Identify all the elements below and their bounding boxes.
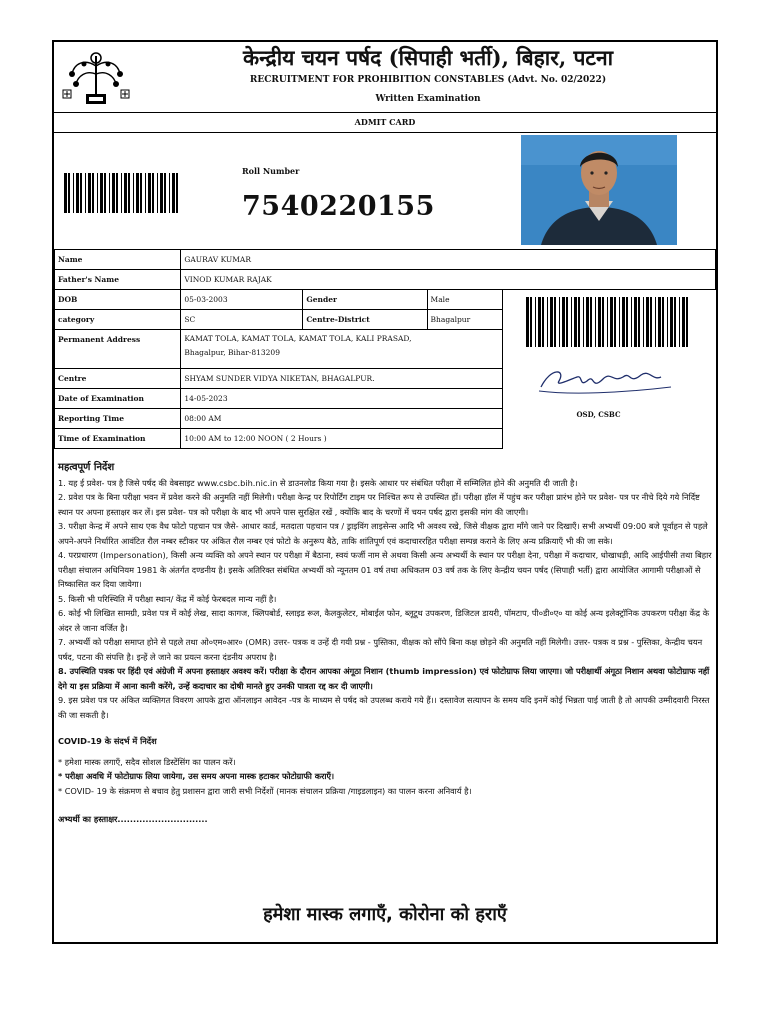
father-name-value: VINOD KUMAR RAJAK <box>181 270 716 290</box>
gender-label: Gender <box>303 290 427 310</box>
address-value <box>181 330 503 369</box>
admit-card <box>52 40 718 944</box>
instruction-item-8: 8. उपस्थिति पत्रक पर हिंदी एवं अंग्रेजी में अपना हस्ताक्षर अवश्य करें। परीक्षा के दौरान आपका अंगूठा निशान (thumb impression) एवं फोटोग्राफ लिया जाएगा। जो परीक्षार्थी अंगूठा निशान अथवा फोटोग्राफ नहीं देगे या इस प्रक्रिया में आना कानी करेंगे, उन्हें कदाचार का दोषी मानते हुए उनकी पात्रता रद्द कर दी जाएगी। <box>58 666 710 691</box>
covid-line: * परीक्षा अवधि में फोटोग्राफ लिया जायेगा, उस समय अपना मास्क हटाकर फोटोग्राफी कराएँ। <box>58 771 335 781</box>
father-name-label: Father's Name <box>55 270 181 290</box>
instruction-item: 5. किसी भी परिस्थिति में परीक्षा स्थान/ केंद्र में कोई फेरबदल मान्य नहीं है। <box>58 593 277 604</box>
exam-date-value: 14-05-2023 <box>181 389 503 409</box>
csbc-emblem-icon <box>60 46 132 108</box>
address-line-1: KAMAT TOLA, KAMAT TOLA, KAMAT TOLA, KALI PRASAD, <box>184 334 412 343</box>
roll-number-label: Roll Number <box>242 166 300 176</box>
roll-number: 7540220155 <box>242 191 435 222</box>
centre-district-label: Centre-District <box>303 310 427 330</box>
dob-label: DOB <box>55 290 181 310</box>
category-value: SC <box>181 310 303 330</box>
instruction-item: 1. यह ई प्रवेश- पत्र है जिसे पर्षद की वेबसाइट www.csbc.bih.nic.in से डाउनलोड किया गया है। इसके आधार पर संबंधित परीक्षा में सम्मिलित होने की अनुमति दी जाती है। <box>58 477 578 488</box>
category-label: category <box>55 310 181 330</box>
exam-time-value: 10:00 AM to 12:00 NOON ( 2 Hours ) <box>181 429 503 449</box>
instruction-item: 3. परीक्षा केन्द्र में अपने साथ एक वैध फोटो पहचान पत्र जैसे- आधार कार्ड, मतदाता पहचान पत्र / ड्राइविंग लाइसेन्स आदि भी अवश्य रखे, जिसे वीक्षक द्वारा माँगे जाने पर दिखाएँ। सभी अभ्यर्थी 09:00 बजे पूर्वाहन से पहले अपने-अपने निर्धारित आवंटित रौल नम्बर स्टीकर पर अंकित रौल नम्बर एवं फोटो के अनुरूप बैठे, ताकि शांतिपूर्ण एवं कदाचाररहित परीक्षा सम्पन्न कराने के लिए अन्य प्रक्रियाएँ भी की जा सके। <box>58 521 708 546</box>
centre-label: Centre <box>55 369 181 389</box>
instruction-item: 2. प्रवेश पत्र के बिना परीक्षा भवन में प्रवेश करने की अनुमति नहीं मिलेगी। परीक्षा केन्द्र पर रिपोर्टिंग टाइम पर निश्चित रूप से उपस्थित हों। परीक्षा हॉल में पहुंच कर परीक्षा प्रारंभ होने पर प्रवेश- पत्र पर नीचे दिये गये निर्दिष्ट स्थान पर अपना हस्ताक्षर कर लें। इस प्रवेश- पत्र को परीक्षा के बाद भी अपने पास सुरक्षित रखें , क्योंकि बाद के चरणों में चयन पर्षद द्वारा इसकी मांग की जाएगी। <box>58 492 700 517</box>
dob-value: 05-03-2003 <box>181 290 303 310</box>
title-english: RECRUITMENT FOR PROHIBITION CONSTABLES (Advt. No. 02/2022) <box>249 75 607 85</box>
covid-line: * हमेशा मास्क लगाएँ, सदैव सोशल डिस्टेंसिंग का पालन करें। <box>58 756 236 767</box>
instruction-item-9: 9. इस प्रवेश पत्र पर अंकित व्यक्तिगत विवरण आपके द्वारा ऑनलाइन आवेदन -पत्र के माध्यम से पर्षद को उपलब्ध कराये गये हैं।। दस्तावेज सत्यापन के समय यदि इनमें कोई भिन्नता पाई जाती है तो आपकी उम्मीदवारी निरस्त की जा सकती है। <box>58 695 710 720</box>
name-value: GAURAV KUMAR <box>181 250 716 270</box>
official-signature <box>531 357 681 402</box>
covid-line: * COVID- 19 के संक्रमण से बचाव हेतु प्रशासन द्वारा जारी सभी निर्देशों (मानक संचालन प्रक्रिया /गाइडलाइन) का पालन करना अनिवार्य है। <box>58 785 472 796</box>
instruction-item: 7. अभ्यर्थी को परीक्षा समाप्त होने से पहले तथा ओ०एम०आर० (OMR) उत्तर- पत्रक व उन्हें दी गयी प्रश्न - पुस्तिका, वीक्षक को सौंपे बिना कक्ष छोड़ने की अनुमति नहीं मिलेगी। उत्तर- पत्रक व प्रश्न - पुस्तिका, केन्द्रीय चयन पर्षद, पटना की संपत्ति है। इन्हें ले जाने का प्रयत्न करना दंडनीय अपराध है। <box>58 637 703 662</box>
title-hindi: केन्द्रीय चयन पर्षद (सिपाही भर्ती), बिहार, पटना <box>242 45 614 70</box>
exam-date-label: Date of Examination <box>55 389 181 409</box>
reporting-time-value: 08:00 AM <box>181 409 503 429</box>
exam-time-label: Time of Examination <box>55 429 181 449</box>
gender-value: Male <box>427 290 503 310</box>
exam-type: Written Examination <box>375 94 481 104</box>
signature-designation: OSD, CSBC <box>576 410 621 419</box>
header <box>54 42 716 113</box>
roll-section <box>54 133 716 250</box>
barcode-icon <box>64 173 180 213</box>
candidate-photo <box>521 135 677 245</box>
admit-card-label: ADMIT CARD <box>54 112 716 133</box>
address-line-2: Bhagalpur, Bihar-813209 <box>184 348 280 357</box>
verification-panel <box>481 292 716 444</box>
address-label: Permanent Address <box>55 330 181 369</box>
instruction-item: 4. परप्रधारण (Impersonation), किसी अन्य व्यक्ति को अपने स्थान पर परीक्षा में बैठाना, स्वयं फर्जी नाम से अथवा किसी अन्य अभ्यर्थी के स्थान पर परीक्षा देना, परीक्षा में कदाचार, धोखाधड़ी, आदि आईपीसी तथा बिहार परीक्षा संचालन अधिनियम 1981 के अंतर्गत दण्डनीय है। इसके अतिरिक्त संबंधित अभ्यर्थी को न्यूनतम 01 वर्ष तथा अधिकतम 03 वर्ष तक के लिए केन्द्रीय चयन पर्षद (सिपाही भर्ती) द्वारा आयोजित आगामी परीक्षाओं से निष्कासित कर दिया जायेगा। <box>58 550 712 589</box>
instructions-heading: महत्वपूर्ण निर्देश <box>58 462 115 473</box>
candidate-signature-line: अभ्यर्थी का हस्ताक्षर............................. <box>58 814 208 824</box>
barcode-2-icon <box>526 297 691 347</box>
instructions <box>54 458 716 830</box>
footer-slogan: हमेशा मास्क लगाएँ, कोरोना को हराएँ <box>263 904 507 925</box>
instruction-item: 6. कोई भी लिखित सामग्री, प्रवेश पत्र में कोई लेख, सादा कागज, क्लिपबोर्ड, स्लाइड रूल, कैलकुलेटर, मोबाईल फोन, ब्लूटूथ उपकरण, डिजिटल डायरी, पॉमटाप, पी०डी०ए० या कोई अन्य इलेक्ट्रॉनिक उपकरण परीक्षा केंद्र के अंदर ले जाना वर्जित है। <box>58 608 710 633</box>
centre-district-value: Bhagalpur <box>427 310 503 330</box>
name-label: Name <box>55 250 181 270</box>
covid-heading: COVID-19 के संदर्भ में निर्देश <box>58 736 157 746</box>
reporting-time-label: Reporting Time <box>55 409 181 429</box>
centre-value: SHYAM SUNDER VIDYA NIKETAN, BHAGALPUR. <box>181 369 503 389</box>
